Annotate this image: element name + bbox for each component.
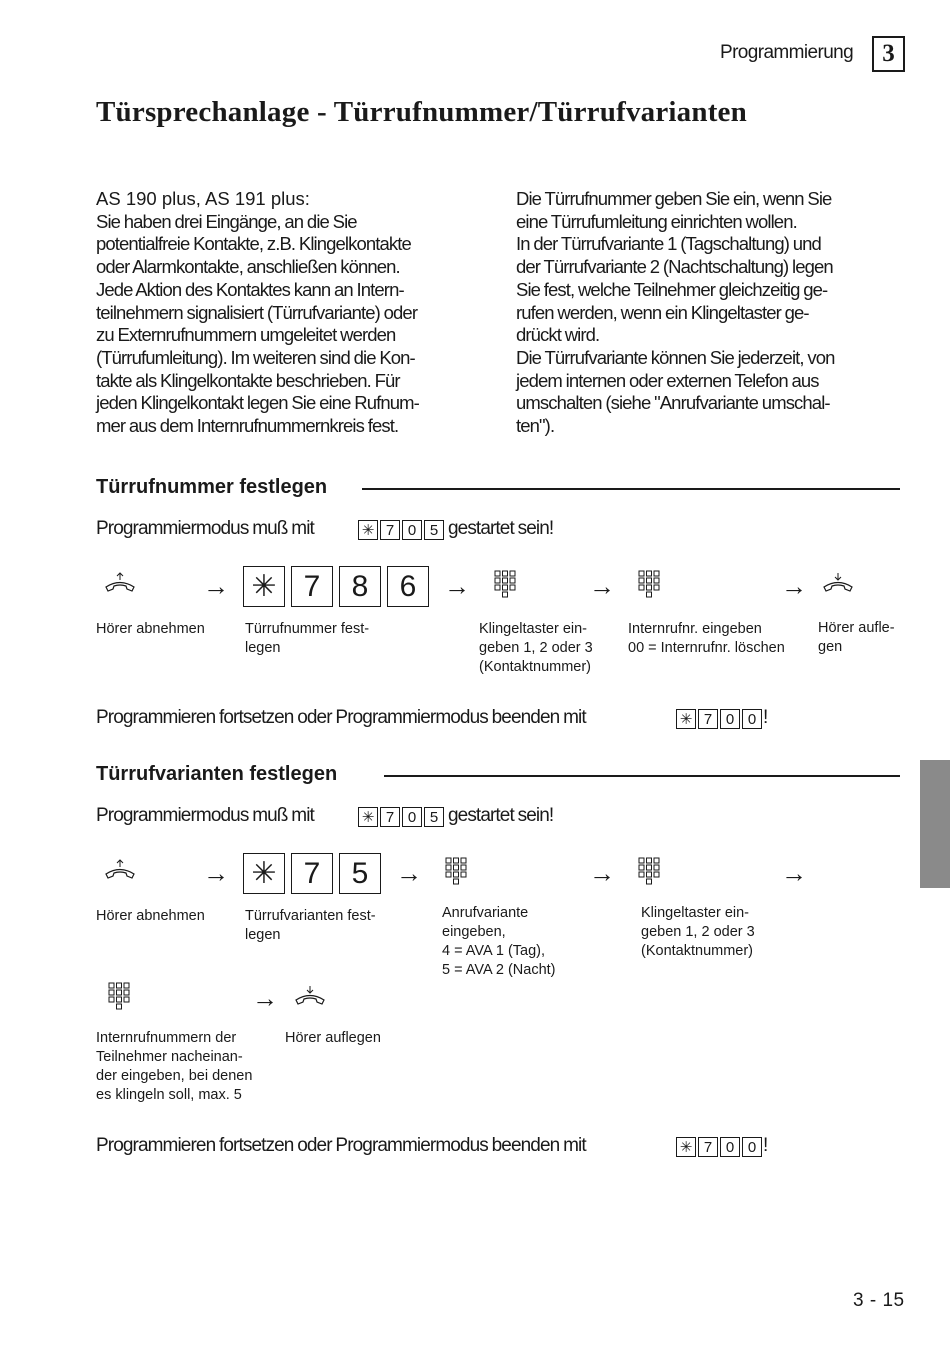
intro-left-line: zu Externrufnummern umgeleitet werden	[96, 324, 396, 346]
caption-line: Hörer aufle-	[818, 620, 895, 636]
intro-right-line: der Türrufvariante 2 (Nachtschaltung) legen	[516, 256, 833, 278]
step-caption	[628, 620, 785, 658]
start-instruction: Programmiermodus muß mit	[96, 805, 314, 826]
end-suffix: !	[763, 707, 768, 728]
intro-left-line: mer aus dem Internrufnummernkreis fest.	[96, 415, 399, 437]
intro-left-line: teilnehmern signalisiert (Türrufvariante) oder	[96, 301, 418, 323]
step-caption	[442, 904, 556, 980]
intro-left-line: potentialfreie Kontakte, z.B. Klingelkontakte	[96, 233, 411, 255]
page-title: Türsprechanlage - Türrufnummer/Türrufvarianten	[96, 96, 747, 128]
section-heading-tuerrufnummer: Türrufnummer festlegen	[96, 476, 328, 498]
caption-line: Hörer abnehmen	[96, 908, 205, 924]
intro-right-line: ten").	[516, 415, 555, 437]
handset-hangup-icon	[293, 983, 327, 1009]
start-suffix: gestartet sein!	[448, 518, 554, 539]
caption-line: Anrufvariante	[442, 905, 529, 921]
intro-right-line: drückt wird.	[516, 324, 600, 346]
keypad-icon	[493, 570, 517, 600]
intro-left-line: jeden Klingelkontakt legen Sie eine Rufnum-	[96, 392, 419, 414]
key-digit: 6	[387, 566, 429, 607]
key-digit: 7	[698, 1137, 718, 1157]
keypad-icon	[637, 570, 661, 600]
intro-left-line: oder Alarmkontakte, anschließen können.	[96, 256, 400, 278]
caption-line: 4 = AVA 1 (Tag),	[442, 943, 546, 959]
key-star: ✳	[243, 566, 285, 607]
start-suffix: gestartet sein!	[448, 805, 554, 826]
caption-line: (Kontaktnummer)	[641, 943, 754, 959]
intro-right-line: jedem internen oder externen Telefon aus	[516, 369, 819, 391]
key-digit: 0	[402, 520, 422, 540]
caption-line: es klingeln soll, max. 5	[96, 1087, 242, 1103]
start-key-sequence	[358, 807, 444, 827]
key-star: ✳	[676, 709, 696, 729]
code-key-sequence	[243, 566, 429, 607]
arrow-right-icon: →	[781, 858, 807, 888]
arrow-right-icon: →	[252, 983, 278, 1013]
arrow-right-icon: →	[396, 858, 422, 888]
intro-left-column	[96, 188, 456, 438]
start-key-sequence	[358, 520, 444, 540]
end-key-sequence	[676, 709, 762, 729]
end-instruction: Programmieren fortsetzen oder Programmiermodus beenden mit	[96, 707, 586, 728]
caption-line: eingeben,	[442, 924, 506, 940]
intro-right-line: In der Türrufvariante 1 (Tagschaltung) und	[516, 233, 821, 255]
intro-left-line: (Türrufumleitung). Im weiteren sind die Kon-	[96, 346, 415, 368]
code-key-sequence	[243, 853, 381, 894]
step-caption	[479, 620, 593, 677]
arrow-right-icon: →	[203, 858, 229, 888]
arrow-right-icon: →	[444, 571, 470, 601]
step-caption	[96, 620, 205, 639]
section-rule	[362, 488, 900, 490]
arrow-right-icon: →	[589, 858, 615, 888]
caption-line: Klingeltaster ein-	[479, 621, 587, 637]
step-caption	[641, 904, 755, 961]
key-digit: 0	[720, 709, 740, 729]
key-digit: 0	[720, 1137, 740, 1157]
caption-line: gen	[818, 639, 843, 655]
intro-right-line: Die Türrufnummer geben Sie ein, wenn Sie	[516, 188, 832, 209]
key-star: ✳	[358, 520, 378, 540]
intro-right-line: eine Türrufumleitung einrichten wollen.	[516, 210, 797, 232]
caption-line: legen	[245, 927, 281, 943]
chapter-number-box: 3	[872, 36, 905, 72]
arrow-right-icon: →	[781, 571, 807, 601]
key-digit: 8	[339, 566, 381, 607]
caption-line: geben 1, 2 oder 3	[479, 640, 593, 656]
caption-line: geben 1, 2 oder 3	[641, 924, 755, 940]
caption-line: Türrufnummer fest-	[245, 621, 370, 637]
key-digit: 0	[742, 709, 762, 729]
end-instruction: Programmieren fortsetzen oder Programmiermodus beenden mit	[96, 1135, 586, 1156]
intro-right-line: Die Türrufvariante können Sie jederzeit, von	[516, 346, 835, 368]
arrow-right-icon: →	[203, 571, 229, 601]
intro-right-column	[516, 188, 876, 438]
key-star: ✳	[243, 853, 285, 894]
page-number: 3 - 15	[853, 1290, 905, 1311]
handset-lift-icon	[103, 570, 137, 596]
caption-line: Hörer abnehmen	[96, 621, 205, 637]
section-rule	[384, 775, 900, 777]
arrow-right-icon: →	[589, 571, 615, 601]
caption-line: 5 = AVA 2 (Nacht)	[442, 962, 556, 978]
key-digit: 5	[424, 520, 444, 540]
caption-line: Hörer auflegen	[285, 1030, 381, 1046]
key-star: ✳	[358, 807, 378, 827]
running-header: Programmierung	[720, 42, 854, 63]
key-digit: 7	[380, 807, 400, 827]
step-caption	[285, 1029, 381, 1048]
caption-line: Türrufvarianten fest-	[245, 908, 376, 924]
key-star: ✳	[676, 1137, 696, 1157]
intro-lead: AS 190 plus, AS 191 plus:	[96, 188, 310, 209]
step-caption	[96, 907, 205, 926]
caption-line: Internrufnr. eingeben	[628, 621, 762, 637]
step-caption	[96, 1029, 252, 1105]
caption-line: Teilnehmer nacheinan-	[96, 1049, 243, 1065]
step-caption	[245, 907, 376, 945]
chapter-tab-marker	[920, 760, 950, 888]
key-digit: 5	[339, 853, 381, 894]
key-digit: 0	[742, 1137, 762, 1157]
handset-hangup-icon	[821, 570, 855, 596]
intro-right-line: Sie fest, welche Teilnehmer gleichzeitig ge-	[516, 278, 828, 300]
end-key-sequence	[676, 1137, 762, 1157]
end-suffix: !	[763, 1135, 768, 1156]
caption-line: Internrufnummern der	[96, 1030, 237, 1046]
key-digit: 0	[402, 807, 422, 827]
caption-line: der eingeben, bei denen	[96, 1068, 253, 1084]
key-digit: 7	[291, 566, 333, 607]
step-caption	[245, 620, 369, 658]
intro-right-line: rufen werden, wenn ein Klingeltaster ge-	[516, 301, 809, 323]
keypad-icon	[637, 857, 661, 887]
caption-line: (Kontaktnummer)	[479, 659, 592, 675]
intro-right-line: umschalten (siehe "Anrufvariante umschal-	[516, 392, 830, 414]
key-digit: 7	[291, 853, 333, 894]
caption-line: 00 = Internrufnr. löschen	[628, 640, 785, 656]
handset-lift-icon	[103, 857, 137, 883]
key-digit: 5	[424, 807, 444, 827]
caption-line: Klingeltaster ein-	[641, 905, 749, 921]
intro-left-line: Jede Aktion des Kontaktes kann an Intern-	[96, 278, 404, 300]
section-heading-tuerrufvarianten: Türrufvarianten festlegen	[96, 763, 338, 785]
start-instruction: Programmiermodus muß mit	[96, 518, 314, 539]
intro-left-line: takte als Klingelkontakte beschrieben. Für	[96, 369, 400, 391]
step-caption	[818, 619, 895, 657]
keypad-icon	[107, 982, 131, 1012]
key-digit: 7	[698, 709, 718, 729]
key-digit: 7	[380, 520, 400, 540]
keypad-icon	[444, 857, 468, 887]
caption-line: legen	[245, 640, 281, 656]
intro-left-line: Sie haben drei Eingänge, an die Sie	[96, 210, 357, 232]
